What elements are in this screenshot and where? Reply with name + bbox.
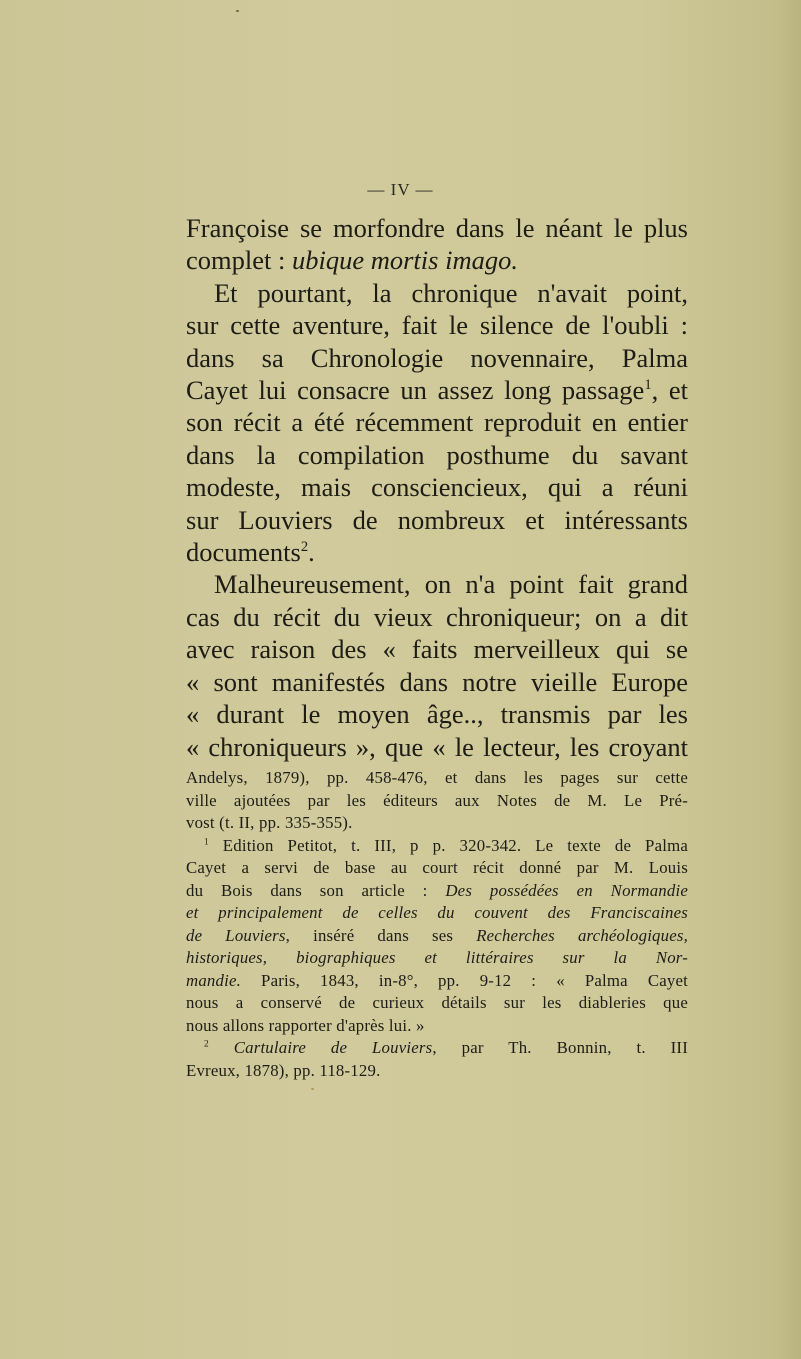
text-line: sur Louviers de nombreux et intéressants: [186, 504, 688, 535]
footnote-line: $^1$ Edition Petitot, t. III, p p. 320-342. Le texte de Palma: [204, 835, 688, 855]
footnote-line: mandie. Paris, 1843, in-8°, pp. 9-12 : « Palma Cayet: [186, 970, 688, 990]
footnote-line: du Bois dans son article : Des possédées en Normandie: [186, 880, 688, 900]
footnote-line: nous allons rapporter d'après lui. »: [186, 1015, 425, 1035]
paragraph-2: [186, 277, 688, 569]
footnote-line: nous a conservé de curieux détails sur les diableries que: [186, 993, 688, 1012]
paragraph-1: [186, 212, 688, 277]
text-line: dans sa Chronologie novennaire, Palma: [186, 342, 688, 373]
text-line: Et pourtant, la chronique n'avait point,: [214, 277, 688, 308]
footnote-ref-1[interactable]: 1: [644, 377, 652, 394]
main-body-text: [186, 212, 688, 763]
footnote-ref-2[interactable]: 2: [300, 539, 309, 556]
footnotes: [186, 767, 688, 1082]
footnote-line: historiques, biographiques et littéraires sur la Nor-: [186, 948, 688, 967]
text-line: dans la compilation posthume du savant: [186, 439, 688, 470]
footnote-line: Cayet a servi de base au court récit donné par M. Louis: [186, 858, 688, 877]
paper-speck: [236, 10, 239, 12]
footnote-line: de Louviers, inséré dans ses Recherches archéologiques,: [186, 925, 689, 945]
text-line: avec raison des « faits merveilleux qui se: [186, 634, 688, 665]
footnote-continuation: [186, 767, 688, 835]
text-line: son récit a été récemment reproduit en entier: [186, 407, 688, 438]
footnote-marker-1: 1: [204, 835, 209, 846]
footnote-1: [186, 835, 688, 1038]
text-line: « durant le moyen âge.., transmis par les: [186, 699, 688, 730]
paper-speck: [311, 1088, 314, 1090]
footnote-line: vost (t. II, pp. 335-355).: [186, 813, 353, 832]
footnote-2: [186, 1037, 688, 1082]
text-line: « sont manifestés dans notre vieille Europe: [186, 666, 688, 697]
paragraph-3: [186, 568, 688, 762]
text-line: sur cette aventure, fait le silence de l'oubli :: [186, 310, 688, 341]
page-number: — IV —: [367, 180, 434, 199]
text-line: Cayet lui consacre un assez long passage$^1$, et: [186, 375, 688, 406]
text-line: « chroniqueurs », que « le lecteur, les croyant: [186, 731, 688, 762]
footnote-marker-2: 2: [204, 1038, 209, 1049]
footnote-line: Evreux, 1878), pp. 118-129.: [186, 1060, 381, 1080]
footnote-line: et principalement de celles du couvent des Franciscaines: [186, 903, 688, 922]
footnote-line: $^2$ Cartulaire de Louviers, par Th. Bonnin, t. III: [204, 1038, 689, 1057]
text-line: Françoise se morfondre dans le néant le plus: [186, 213, 688, 243]
text-line: cas du récit du vieux chroniqueur; on a dit: [186, 601, 688, 632]
text-line: documents$^2$.: [186, 537, 315, 568]
footnote-line: ville ajoutées par les éditeurs aux Notes de M. Le Pré-: [186, 790, 688, 810]
footnote-line: Andelys, 1879), pp. 458-476, et dans les pages sur cette: [186, 768, 688, 787]
latin-quote: ubique mortis imago.: [291, 245, 518, 276]
text-line: complet : ubique mortis imago.: [186, 245, 518, 276]
text-line: modeste, mais consciencieux, qui a réuni: [186, 472, 688, 503]
text-line: Malheureusement, on n'a point fait grand: [214, 569, 688, 600]
